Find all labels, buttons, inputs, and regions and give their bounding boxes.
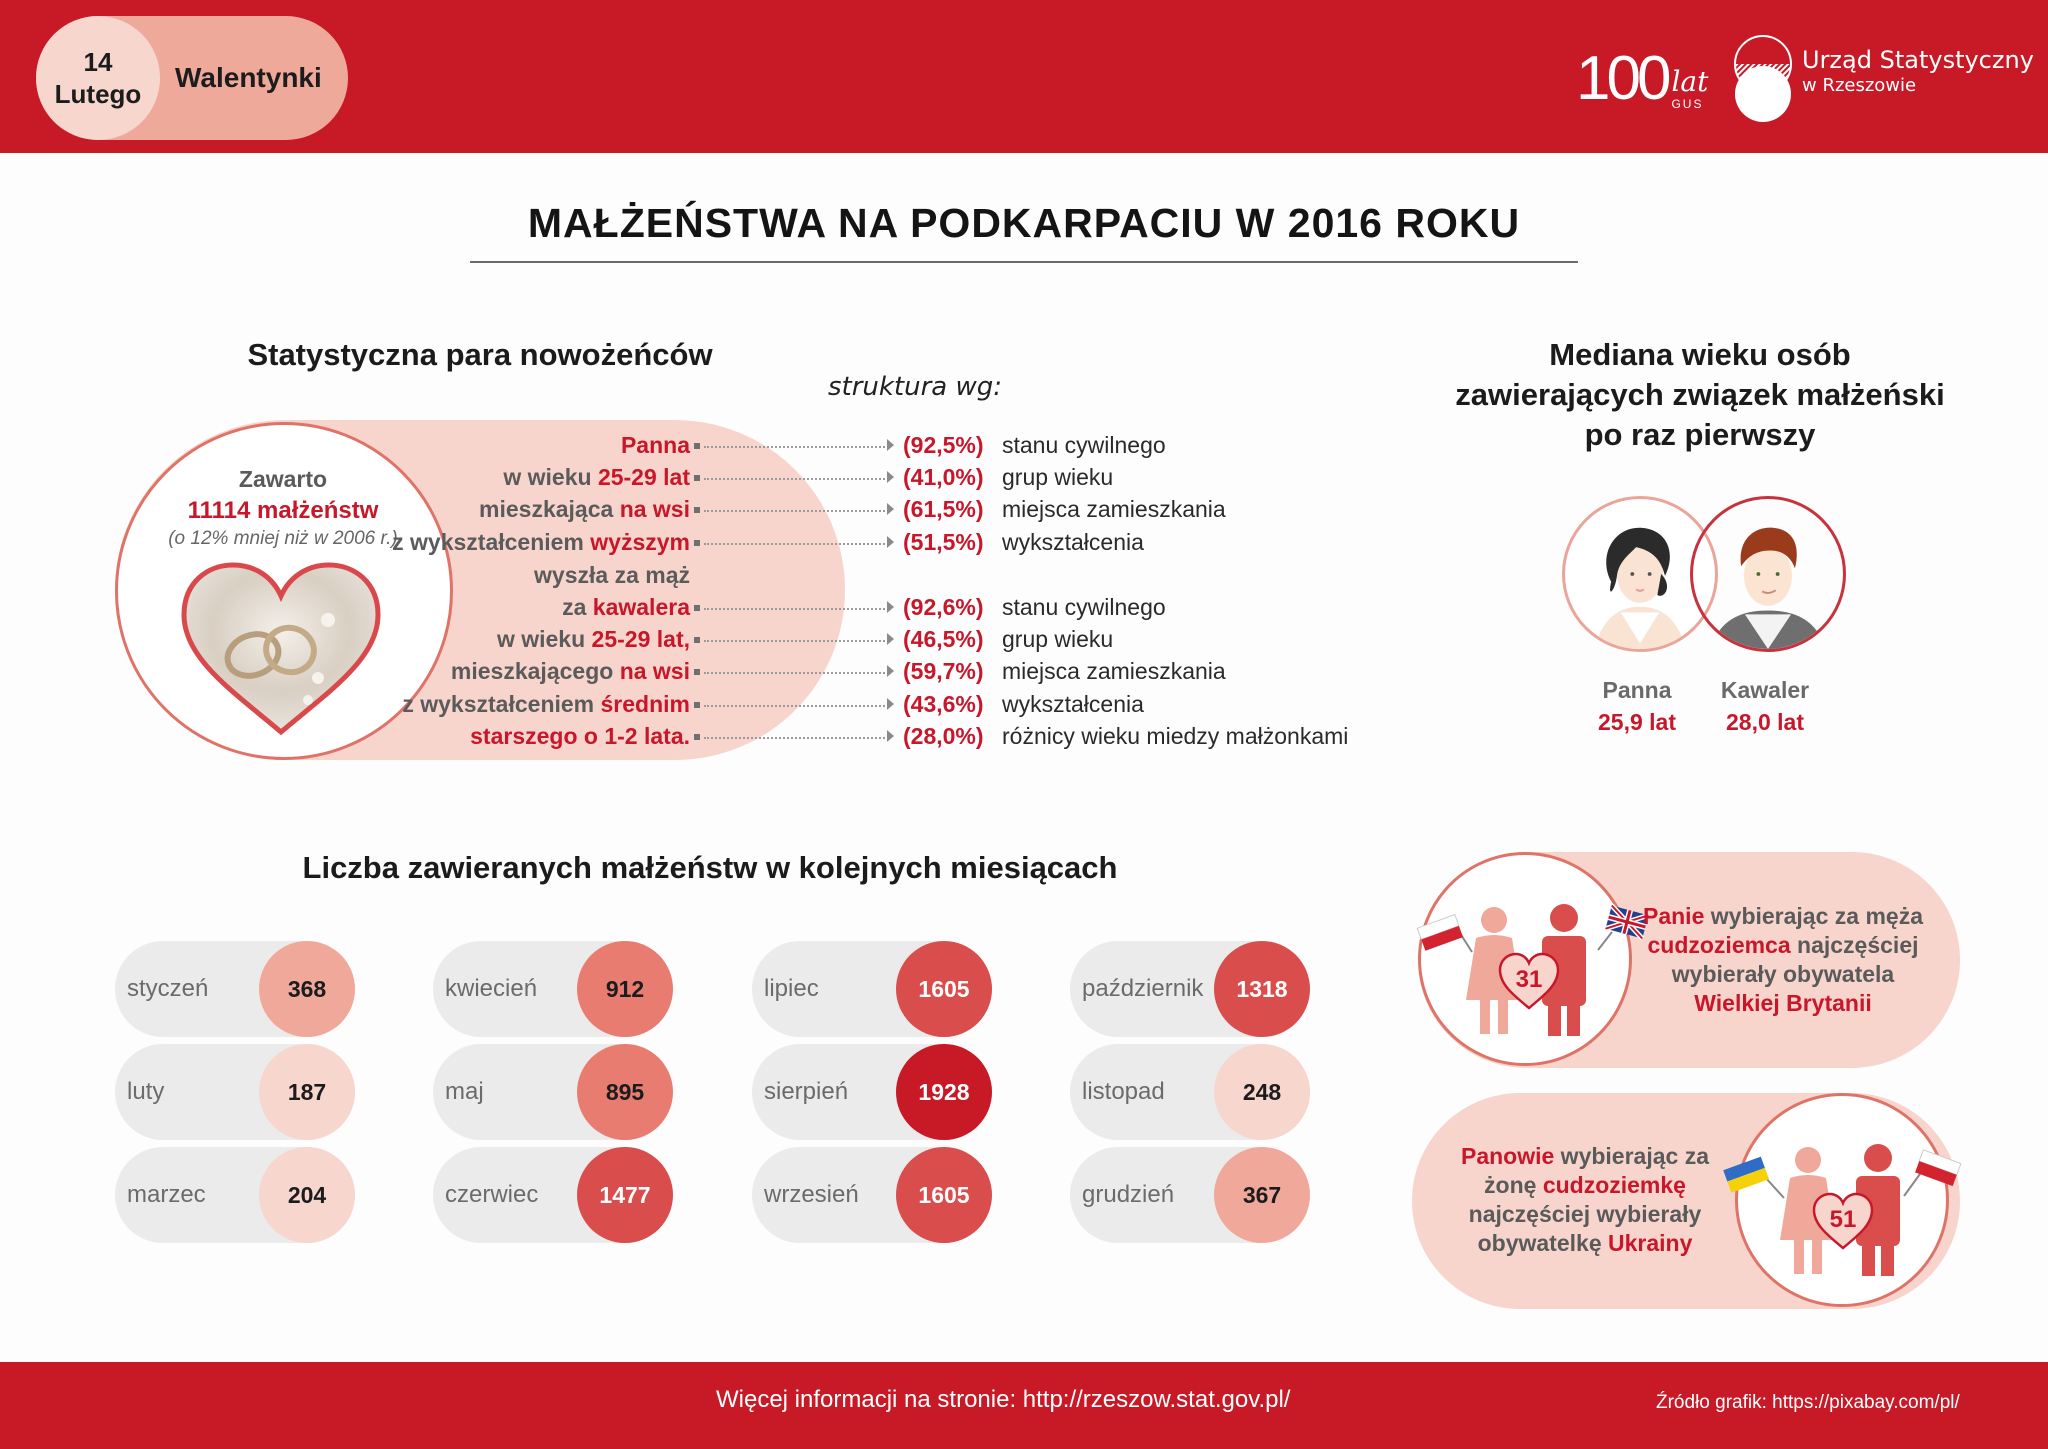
month-item [752,1044,992,1140]
pair-row-category: grup wieku [1002,464,1114,490]
pair-structure-row [402,691,1300,721]
month-item [115,941,355,1037]
month-count: 1605 [896,941,992,1037]
pair-section-title: Statystyczna para nowożeńców [247,337,713,372]
month-name: marzec [127,1181,206,1208]
month-name: styczeń [127,975,209,1002]
couple-pl-uk-icon [1412,880,1652,1040]
women-foreign-text [1628,902,1938,1018]
pair-row-pre: mieszkająca [479,496,620,522]
arrow-right-icon [887,698,894,710]
connector-dotted-line [704,640,885,642]
pair-row-percent: (43,6%) [903,691,984,717]
pair-row-pre: mieszkającego [450,658,620,684]
men-foreign-m6: obywatelkę [1477,1230,1608,1256]
arrow-right-icon [887,730,894,742]
median-section-title [1420,335,1980,455]
pair-structure-row [440,723,1349,753]
connector-dotted-line [704,672,885,674]
pair-row-pre: z wykształceniem [392,529,591,555]
arrow-right-icon [887,439,894,451]
pair-row-description [534,562,690,589]
month-count: 187 [259,1044,355,1140]
pair-row-category: stanu cywilnego [1002,432,1166,458]
month-name: kwiecień [445,975,538,1002]
logo-lat: lat [1671,65,1709,98]
groom-portrait [1690,496,1846,652]
pair-row-percent: (51,5%) [903,529,984,555]
pair-structure-row [440,562,1300,592]
bride-label: Panna [1602,677,1672,703]
title-underline [470,261,1578,263]
month-count: 1928 [896,1044,992,1140]
connector-square-icon [694,669,700,675]
arrow-right-icon [887,536,894,548]
month-item [1070,1044,1310,1140]
women-foreign-w1: Panie [1643,903,1705,929]
men-foreign-count: 51 [1829,1206,1857,1233]
badge-title: Walentynki [175,62,322,93]
pair-row-category: różnicy wieku miedzy małżonkami [1002,723,1349,749]
arrow-right-icon [887,601,894,613]
office-name-line1: Urząd Statystyczny [1802,46,2034,74]
pair-row-description [503,464,690,491]
pair-row-highlight: wyższym [590,529,690,555]
connector-square-icon [694,605,700,611]
month-count: 1477 [577,1147,673,1243]
pair-row-description [497,626,690,653]
arrow-right-icon [887,471,894,483]
men-foreign-m2: wybierając za [1554,1143,1709,1169]
connector-dotted-line [704,608,885,610]
gus-100-logo [1576,40,1709,113]
month-item [1070,1147,1310,1243]
pair-structure-row [392,529,1300,559]
month-name: maj [445,1078,484,1105]
connector-dotted-line [704,705,885,707]
groom-median-age: 28,0 lat [1726,709,1804,735]
arrow-right-icon [887,633,894,645]
pair-row-category: wykształcenia [1002,691,1144,717]
pair-row-pre: w wieku [503,464,598,490]
pair-row-description [451,658,690,685]
marriages-count: 11114 małżeństw [187,497,379,524]
month-item [1070,941,1310,1037]
men-foreign-m4: cudzoziemkę [1542,1172,1686,1198]
pair-row-category: miejsca zamieszkania [1002,496,1226,522]
connector-square-icon [694,540,700,546]
women-foreign-w5: wybierały obywatela [1671,961,1895,987]
pair-row-highlight: średnim [600,691,690,717]
connector-square-icon [694,507,700,513]
footer-more-info-link[interactable]: Więcej informacji na stronie: http://rzeszow.stat.gov.pl/ [716,1386,1291,1413]
zawarto-label: Zawarto [238,466,328,492]
pair-structure-row [440,464,1300,494]
office-name-line2: w Rzeszowie [1802,75,1917,96]
heart-rings-image [178,560,384,740]
median-title-line1: Mediana wieku osób [1549,337,1851,372]
office-name [1802,46,2034,98]
month-name: lipiec [764,975,819,1002]
men-foreign-m1: Panowie [1460,1143,1555,1169]
pair-row-category: miejsca zamieszkania [1002,658,1226,684]
pair-structure-row [440,658,1300,688]
month-count: 1605 [896,1147,992,1243]
logo-gus: GUS [1671,97,1704,111]
month-name: czerwiec [445,1181,539,1208]
pair-structure-row [440,594,1300,624]
month-count: 204 [259,1147,355,1243]
logo-100-number: 100 [1576,44,1668,113]
month-name: listopad [1082,1078,1165,1105]
month-count: 912 [577,941,673,1037]
date-badge-circle [36,16,160,140]
connector-square-icon [694,702,700,708]
pair-row-pre: z wykształceniem [402,691,601,717]
month-item [115,1044,355,1140]
men-foreign-m7: Ukrainy [1608,1230,1693,1256]
median-title-line3: po raz pierwszy [1584,417,1816,452]
pair-structure-row [440,496,1300,526]
pair-row-description [562,594,690,621]
month-count: 895 [577,1044,673,1140]
badge-day: 14 [83,47,113,77]
month-name: październik [1082,975,1204,1002]
month-item [115,1147,355,1243]
women-foreign-w4: najczęściej [1790,932,1919,958]
pair-row-pre: za [562,594,593,620]
pair-row-percent: (41,0%) [903,464,984,490]
arrow-right-icon [887,503,894,515]
women-foreign-w6: Wielkiej Brytanii [1694,990,1872,1016]
month-item [433,1147,673,1243]
month-name: wrzesień [764,1181,859,1208]
badge-month: Lutego [54,79,142,109]
pair-structure-row [440,626,1300,656]
median-title-line2: zawierających związek małżeński [1455,377,1945,412]
connector-square-icon [694,475,700,481]
connector-dotted-line [704,510,885,512]
connector-dotted-line [704,446,885,448]
pair-row-highlight: starszego o 1-2 lata. [470,723,690,749]
pair-row-category: grup wieku [1002,626,1114,652]
women-foreign-w2: wybierając za męża [1704,903,1923,929]
pair-row-percent: (59,7%) [903,658,984,684]
connector-dotted-line [704,543,885,545]
pair-row-highlight: 25-29 lat [597,464,690,490]
pair-row-percent: (92,6%) [903,594,984,620]
office-emblem-icon [1732,34,1794,124]
bride-median-age: 25,9 lat [1598,709,1676,735]
month-count: 1318 [1214,941,1310,1037]
pair-row-highlight: kawalera [592,594,690,620]
arrow-right-icon [887,665,894,677]
pair-row-percent: (92,5%) [903,432,984,458]
connector-square-icon [694,734,700,740]
marriages-comparison: (o 12% mniej niż w 2006 r.) [168,528,398,549]
pair-row-highlight: na wsi [619,658,690,684]
month-item [752,941,992,1037]
pair-row-pre: wyszła za mąż [534,562,690,588]
pair-row-category: stanu cywilnego [1002,594,1166,620]
pair-row-percent: (46,5%) [903,626,984,652]
footer-image-source[interactable]: Źródło grafik: https://pixabay.com/pl/ [1656,1392,1960,1413]
pair-row-highlight: Panna [620,432,690,458]
pair-structure-row [440,432,1300,462]
pair-row-description [402,691,690,718]
pair-row-percent: (28,0%) [903,723,984,749]
pair-row-description [470,723,690,750]
month-name: sierpień [764,1078,849,1105]
months-section-title: Liczba zawieranych małżeństw w kolejnych miesiącach [302,850,1118,885]
pair-row-category: wykształcenia [1002,529,1144,555]
pair-row-description [479,496,690,523]
bride-median [1572,674,1702,738]
page-title: MAŁŻEŃSTWA NA PODKARPACIU W 2016 ROKU [527,200,1521,246]
couple-ua-pl-icon [1722,1120,1962,1280]
women-foreign-count: 31 [1515,966,1543,993]
structure-label: struktura wg: [827,372,1003,402]
pair-row-highlight: na wsi [619,496,690,522]
men-foreign-m3: żonę [1484,1172,1543,1198]
connector-square-icon [694,443,700,449]
groom-median [1700,674,1830,738]
connector-dotted-line [704,478,885,480]
pair-row-percent: (61,5%) [903,496,984,522]
month-item [433,1044,673,1140]
month-count: 367 [1214,1147,1310,1243]
pair-row-description [392,529,690,556]
women-foreign-w3: cudzoziemca [1647,932,1791,958]
connector-square-icon [694,637,700,643]
men-foreign-m5: najczęściej wybierały [1468,1201,1702,1227]
pair-row-pre: w wieku [496,626,592,652]
groom-label: Kawaler [1720,677,1810,703]
month-count: 368 [259,941,355,1037]
pair-row-description [621,432,690,459]
month-name: grudzień [1082,1181,1175,1208]
month-count: 248 [1214,1044,1310,1140]
men-foreign-text [1440,1142,1730,1258]
month-item [752,1147,992,1243]
connector-dotted-line [704,737,885,739]
month-name: luty [127,1078,165,1105]
groom-illustration-icon [1693,499,1843,649]
month-item [433,941,673,1037]
pair-row-highlight: 25-29 lat, [591,626,690,652]
